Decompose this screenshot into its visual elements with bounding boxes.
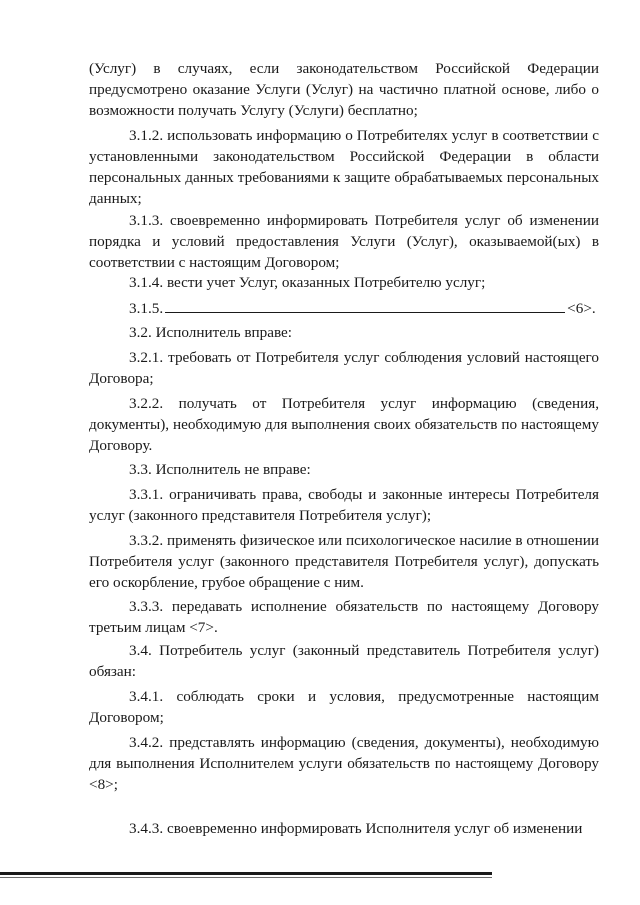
paragraph-3-4-3: 3.4.3. своевременно информировать Исполнителя услуг об изменении [129,820,583,837]
paragraph-3-1-3: 3.1.3. своевременно информировать Потребителя услуг об изменении порядка и условий предоставления Услуги (Услуг), оказываемой(ых) в соответствии с настоящим Договором; [89,212,599,271]
paragraph-continuation: (Услуг) в случаях, если законодательством Российской Федерации предусмотрено оказание Услуги (Услуг) на частично платной основе, либо о возможности получать Услугу (Услуги) бесплатно; [89,60,599,119]
paragraph-3-4-1: 3.4.1. соблюдать сроки и условия, предусмотренные настоящим Договором; [89,688,599,726]
paragraph-3-1-2: 3.1.2. использовать информацию о Потребителях услуг в соответствии с установленными законодательством Российской Федерации в области персональных данных требованиями к защите обрабатываемых персональных данных; [89,127,599,207]
paragraph-3-1-5 [89,298,599,319]
paragraph-3-4-2: 3.4.2. представлять информацию (сведения, документы), необходимую для выполнения Исполнителем услуги обязательств по настоящему Договору <8>; [89,734,599,793]
paragraph-3-3: 3.3. Исполнитель не вправе: [129,461,311,478]
paragraph-3-3-2: 3.3.2. применять физическое или психологическое насилие в отношении Потребителя услуг (законного представителя Потребителя услуг), допускать его оскорбление, грубое обращение с ним. [89,532,599,591]
paragraph-3-4: 3.4. Потребитель услуг (законный представитель Потребителя услуг) обязан: [89,642,599,680]
fill-in-blank-line [165,298,565,313]
page-bottom-rule [0,872,492,875]
paragraph-3-3-3: 3.3.3. передавать исполнение обязательств по настоящему Договору третьим лицам <7>. [89,598,599,636]
paragraph-3-3-1: 3.3.1. ограничивать права, свободы и законные интересы Потребителя услуг (законного представителя Потребителя услуг); [89,486,599,524]
paragraph-3-1-5-number: 3.1.5. [129,300,164,317]
paragraph-3-2-1: 3.2.1. требовать от Потребителя услуг соблюдения условий настоящего Договора; [89,349,599,387]
paragraph-3-2: 3.2. Исполнитель вправе: [129,324,292,341]
paragraph-3-1-4: 3.1.4. вести учет Услуг, оказанных Потребителю услуг; [129,274,486,291]
footnote-ref-6: <6>. [567,300,596,317]
page-bottom-rule-thin [0,877,492,878]
paragraph-3-2-2: 3.2.2. получать от Потребителя услуг информацию (сведения, документы), необходимую для выполнения своих обязательств по настоящему Договору. [89,395,599,454]
